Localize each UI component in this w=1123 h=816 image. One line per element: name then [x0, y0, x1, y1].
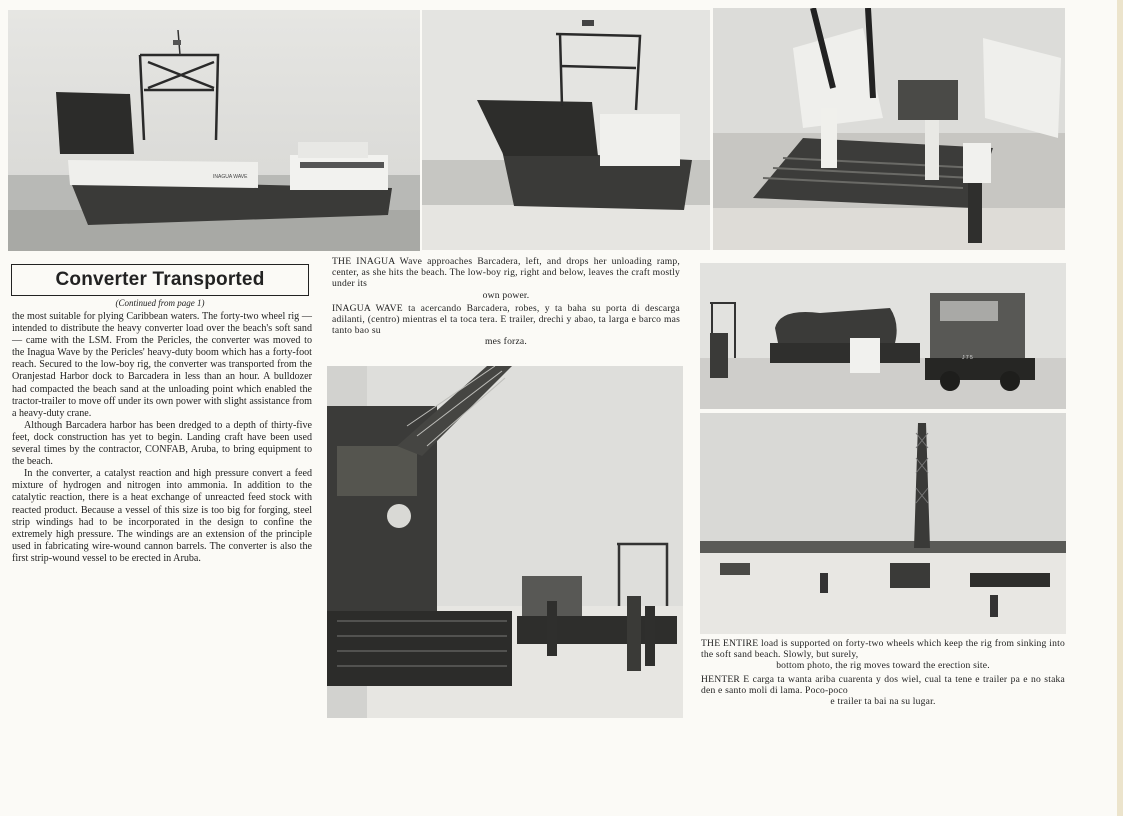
page-edge: [1117, 0, 1123, 816]
photo-erection-site: [700, 413, 1066, 634]
caption-top-english: THE INAGUA Wave approaches Barcadera, left, and drops her unloading ramp, center, as she hits the beach. The low-boy rig, right and below, leaves the craft mostly under its own power.: [332, 256, 680, 301]
continued-note: (Continued from page 1): [115, 298, 205, 308]
truck-plate-text: J 7 5: [962, 355, 973, 361]
photo-crane-truck: [327, 366, 683, 718]
caption-bottom-english: THE ENTIRE load is supported on forty-two wheels which keep the rig from sinking into the soft sand beach. Slowly, but surely, bottom photo, the rig moves toward the erection site.: [701, 638, 1065, 672]
caption-bottom-papiamento: HENTER E carga ta wanta ariba cuarenta y dos wiel, cual ta tene e trailer pa e no staka den e santo moli di lama. Poco-poco e trailer ta bai na su lugar.: [701, 673, 1065, 708]
article-paragraph: Although Barcadera harbor has been dredged to a depth of thirty-five feet, dock construction has yet to begin. Landing craft have been used several times by the contractor, CONFAB, Aruba, to bring equipment to the beach.: [12, 419, 312, 468]
photo-ship-ramp: [422, 10, 710, 250]
caption-top-papiamento: INAGUA WAVE ta acercando Barcadera, robes, y ta baha su porta di descarga adilanti, (centro) mientras el ta toca tera. E trailer, drechi y abao, ta larga e barco mas tanto bao su mes forza.: [332, 302, 680, 348]
photo-truck-converter: [700, 263, 1066, 409]
photo-unloading-ramp: [713, 8, 1065, 250]
caption-bottom: [701, 638, 1065, 709]
article-body: [12, 311, 312, 565]
caption-top: [332, 256, 680, 350]
article-paragraph: In the converter, a catalyst reaction and high pressure convert a feed mixture of hydrogen and nitrogen into ammonia. In addition to the catalytic reaction, there is a heat exchange of unreacted feed stock with reacted product. Because a vessel of this size is too big for forging, steel strip windings had to be incorporated in the design to confine the extremely high pressure. The windings are an extension of the principle used in fabricating wire-wound cannon barrels. The converter is also the first strip-wound vessel to be erected in Aruba.: [12, 468, 312, 564]
article-paragraph: the most suitable for plying Caribbean waters. The forty-two wheel rig — intended to distribute the heavy converter load over the beach's soft sand — came with the LSM. From the Pericles, the converter was moved to the Inagua Wave by the Pericles' heavy-duty boom which has a forty-foot reach. Secured to the low-boy rig, the converter was transported from the Oranjestad Harbor dock to Barcadera in less than an hour. A bulldozer had compacted the beach sand at the unloading point which enabled the tractor-trailer to move off under its own power with slight assistance from a heavy-duty crane.: [12, 311, 312, 419]
photo-ship-approaching: [8, 10, 420, 251]
headline-box: [11, 264, 309, 296]
hull-name-text: INAGUA WAVE: [213, 174, 248, 180]
article-headline: Converter Transported: [55, 269, 265, 290]
